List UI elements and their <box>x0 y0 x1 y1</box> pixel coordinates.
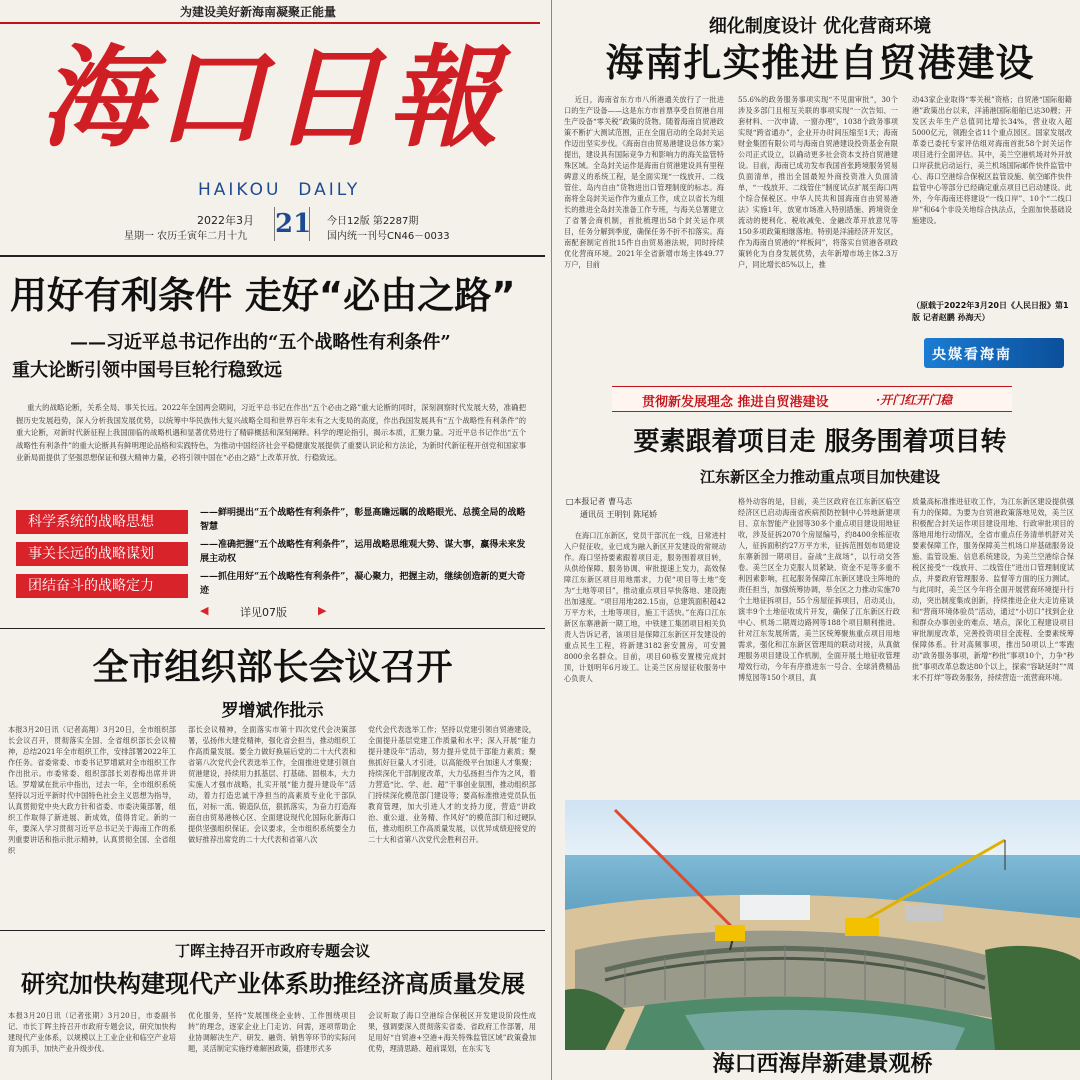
project-subhead: 江东新区全力推动重点项目加快建设 <box>699 468 940 486</box>
top-right-kicker: 细化制度设计 优化营商环境 <box>708 16 932 37</box>
photo-caption: 海口西海岸新建景观桥 <box>565 1050 1080 1080</box>
masthead <box>0 0 545 250</box>
govt-story <box>0 934 545 1080</box>
edition-line-1: 今日12版 第2287期 <box>327 216 419 227</box>
masthead-logo-en: HAIKOU DAILY <box>198 180 361 200</box>
bullet-tag-1: 科学系统的战略思想 <box>16 510 188 534</box>
org-col-3: 党代会代表选举工作；坚持以党建引领自贸港建设，全面提升基层党建工作质量和水平；深入开展“能力提升建设年”活动，努力提升党员干部能力素质；聚焦抓好巨量人才引进，以高能级平台加速人才集聚；持续深化干部制度改革，大力弘扬担当作为之风，着力营造“比、学、赶、超”干事创业氛围，推动组织部门持续深化模范部门建设等；要高标准推进党员队伍教育管理，加大引进人才的支持力度，营造“讲政治、重公道、业务精、作风好”的模范部门和过硬队伍，推动组织工作高质量发展，以优异成绩迎接党的二十大和省第八次党代会胜利召开。 <box>368 725 536 844</box>
org-col-1: 本报3月20日讯（记者高翔）3月20日，全市组织部长会议召开，贯彻落实全国、全省组织部长会议精神，总结2021年全市组织工作，安排部署2022年工作任务。省委常委、市委书记罗增斌对全市组织工作作出批示。市委常委、组织部部长刘春梅出席并讲话。罗增斌在批示中指出，过去一年，全市组织系统坚持以习近平新时代中国特色社会主义思想为指导，认真贯彻党中央大政方针和省委、市委决策部署，组织工作取得了新进展、新成效，值得肯定。新的一年，要深入学习贯彻习近平总书记关于海南工作的系列重要讲话和指示批示精神，认真贯彻全国、全省组织 <box>8 725 176 855</box>
org-divider <box>0 930 545 931</box>
banner-main: 贯彻新发展理念 推进自贸港建设 <box>642 395 829 410</box>
top-right-headline: 海南扎实推进自贸港建设 <box>605 41 1035 85</box>
lead-story <box>0 262 545 622</box>
top-right-story <box>560 0 1080 380</box>
org-col-2: 部长会议精神，全面落实市第十四次党代会决策部署，弘扬伟大建党精神，强化省会担当，推动组织工作高质量发展。要全力做好换届后党的二十大代表和省第八次党代会代表选举工作，全面推进党建引领自贸港建设，持续用力抓基层、打基础、固根本，大力实施人才强市战略，扎实开展“能力提升建设年”活动，着力打造忠诚干净担当的高素质专业化干部队伍，对标一流、锻造队伍，狠抓落实，为奋力打造海南自由贸易港核心区、全面建设现代化国际化新海口提供坚强组织保证。会议要求，全市组织系统要全力做好推荐出席党的二十大代表和省第八次 <box>188 725 356 844</box>
project-col-1: 在海口江东新区，党员干部沉在一线，日常进村入户促征收，业已成为融入新区开发建设的常规动作。海口坚持要素跟着项目走，服务围着项目转，从供给保障、服务协调、审批提速上发力，高效保障江东新区项目用地需求，力促“项目等土地”变为“土地等项目”，推动重点项目早快落地、建设跑出加速度。“项目用地282.15亩，总建筑面积超42万平方米，土地等项目，施工干活快。”在海口江东新区东寨港新一期工地，中铁建工集团项目相关负责人告诉记者，该项目是保障江东新区开发建设的重点民生工程，将新建3182套安置房，可安置8000余名群众。目前，项目60栋安置楼完成封顶，计划明年6月竣工。让美兰区房屋征收服务中心负责人 <box>564 531 726 683</box>
govt-col-3: 会议听取了海口空港综合保税区开发建设阶段性成果，强调要深入贯彻落实省委、省政府工作部署，用足用好“自贸港+空港+海关特殊监管区域”政策叠加优势，理清思路、超前谋划，在东实飞 <box>368 1011 536 1053</box>
project-byline-2: 通讯员 王明钊 陈尾娇 <box>580 510 658 519</box>
govt-col-2: 优化服务，坚持“发展围绕企业转、工作围绕项目转”的理念，逐家企业上门走访、问需，逐项帮助企业协调解决生产、研发、融资、销售等环节的实际问题，灵活制定实施纾难解困政策，搭建形式多 <box>188 1011 356 1053</box>
lead-intro: 重大的战略论断，关系全局、事关长远。2022年全国两会期间，习近平总书记在作出“五个必由之路”重大论断的同时，深刻洞察时代发展大势，准确把握历史发展趋势，深入分析我国发展优势，以统筹中华民族伟大复兴战略全局和世界百年未有之大变局的高度，作出我国发展具有“五个战略性有利条件”的重大论断，对新时代新征程上我国面临的战略机遇和显著优势进行了精辟概括和深刻阐释。科学的理论指引，揭示本质，汇聚力量。习近平总书记作出“五个战略性有利条件”的重大论断具有鲜明理论品格和实践特色，为推动中国经济社会平稳健康发展提供了重要认识论和方法论，为新时代新征程开创党和国家事业新局面提供了坚强思想保证和强大精神力量，必将引领中国在“必由之路”上改革开放、行稳致远。 <box>16 403 526 462</box>
masthead-logo: 海口日報 <box>40 33 504 162</box>
project-headline: 要素跟着项目走 服务围着项目转 <box>633 427 1007 457</box>
project-col-2: 格外动容的是，目前，美兰区政府在江东新区临空经济区已启动海南省疾病预防控制中心异地新建项目、京东智能产业园等30多个重点项目建设用地征收，涉及征拆2070个房屋编号，约8400余栋征收人，征拆面积约27万平方米，征拆范围划布局建设东寨新园一期项目。奋战“主战场”，以行动交答卷。美兰区全力克服人员紧缺、资金不足等多重不利因素影响，扛起服务保障江东新区建设主阵地的责任担当，加强统筹协调，举全区之力推动实施70个土地征拆项目，55个房屋征拆项目，启动灵山，演丰9个土地征收成片开发，确保了江东新区行政中心、机场二期周边路网等188个项目顺利推进。针对江东发展所需，美兰区统筹聚焦重点项目用地需求，强化和江东新区管理局的联动对接，从真做理服务项目建设工作机制，全面开展土地征收管理增效行动，今年有序推进东一号合、全球消费精品博览园等150个项目，真 <box>738 497 900 682</box>
lead-divider <box>0 628 545 629</box>
column-divider-top <box>551 0 552 380</box>
date-block <box>124 209 534 242</box>
masthead-divider <box>0 255 545 257</box>
lead-subline-2: 重大论断引领中国号巨轮行稳致远 <box>12 360 282 381</box>
org-headline: 全市组织部长会议召开 <box>92 647 453 688</box>
day-number: 21 <box>275 209 312 239</box>
bullet-tag-2: 事关长远的战略谋划 <box>16 542 188 566</box>
project-byline-1: □本报记者 曹马志 <box>566 497 633 506</box>
slogan-text: 为建设美好新海南凝聚正能量 <box>180 5 337 19</box>
lead-subline-1: ——习近平总书记作出的“五个战略性有利条件” <box>70 332 451 353</box>
bullet-text-2: ——准确把握“五个战略性有利条件”，运用战略思维观大势、谋大事，赢得未来发展主动权 <box>200 540 526 564</box>
bullet-tag-3: 团结奋斗的战略定力 <box>16 574 188 598</box>
bullet-text-1: ——鲜明提出“五个战略性有利条件”，彰显高瞻远瞩的战略眼光、总揽全局的战略智慧 <box>200 508 526 532</box>
masthead-slogan-bar <box>0 0 540 24</box>
org-subhead: 罗增斌作批示 <box>221 701 324 721</box>
bullet-text-3: ——抓住用好“五个战略性有利条件”，凝心聚力，把握主动，继续创造新的更大奇迹 <box>200 572 526 596</box>
bridge-photo-image <box>565 800 1080 1050</box>
column-divider-main <box>551 380 552 1080</box>
project-col-3: 质量高标准推进征收工作，为江东新区建设提供强有力的保障。为要为自贸港政策落地见效，美兰区积极配合封关运作项目建设用地、行政审批项目的落地用地行动情况，全省市重点任务清单机舒对关要素保障工作，服务保障美兰机场口岸基础服务设施、监管设施、信息系统建设，为美兰空港综合保税区接受“一线放开、二线管住”进出口管理制度试点，并要政府管理服务、监督等方面的压力测试。与此同时，美兰区今年将全面开展营商环境提升行动，突出制度集成创新，持续推进企业大走访座谈和“营商环境体验员”活动，通过“小切口”找到企业和群众办事创业的难点、堵点，深化工程建设项目审批制度改革，完善投资项目全流程、全要素统筹保障体系。针对高频事项，推出50项以上“零跑动”政务服务事项，新增“秒批”事项10个，力争“秒批”事项改革总数达80个以上，探索“容缺延时”“周末不打烊”等政务服务，持续营造一流营商环境。 <box>912 497 1074 682</box>
top-right-source: （原载于2022年3月20日《人民日报》第1版 记者赵鹏 孙海天） <box>912 301 1069 322</box>
top-right-col-2: 55.6%的政务服务事项实现“不见面审批”，30个涉及多部门且相互关联的事项实现“一次告知、一套材料、一次申请、一窗办理”，1038个政务事项实现“跨省通办”，企业开办时间压缩至1天；海南财金集团有限公司与海南自贸港建设投资基金有限公司正式设立，以确动更多社会资本支持自贸港建设。目前，海南已成功发布我国首张跨境服务贸易负面清单，推出全国最短外商投资准入负面清单，“一线放开、二线管住”制度试点扩展至海口两个综合保税区。中华人民共和国海南自由贸易港法》实施1年，放宽市场准入特别措施、跨境资金流动的便利化、税收减免、金融改革开放意见等150多项政策相继落地。特别是洋浦经济开发区，作为海南自贸港的“样板间”，将落实自贸港各项政策转化为自身发展优势，去年新增市场主体2.3万户，同比增长85%以上，推 <box>738 95 898 269</box>
project-story <box>560 380 1080 800</box>
lead-headline: 用好有利条件 走好“必由之路” <box>10 274 516 317</box>
top-right-col-3: 动43家企业取得“零关税”资格；自贸港“国际船籍港”政策出台以来，洋浦港国际船舶已达30艘；开发区去年生产总值同比增长34%，营业收入超5000亿元，领跑全省11个重点园区。国家发展改革委已委托专家评估组对海南首批58个封关运作项目进行全面评估。其中，美兰空港机场对外开放口岸获批启动运行，美兰机场国际邮件快件监管中心、海口空港综合保税区监管设施、航空邮件快件监管中心等部分已经确定重点项目已启动建设。此外，今年海南还将建设“一线口岸”、10个“二线口岸”和64个非设关地综合执法点，全面加快基础设施建设。 <box>912 95 1072 225</box>
see-more-arrow-right: ▶ <box>318 604 327 617</box>
org-story <box>0 632 545 932</box>
top-right-col-1: 近日，海南省东方市八所港通关放行了一批进口的生产设备——这是东方市首票享受自贸港自用生产设备“零关税”政策的货物。随着海南自贸港政策不断扩大测试范围，正在全面启动的全岛封关运作迈出坚实步伐。《海南自由贸易港建设总体方案》提出，建设具有国际竞争力和影响力的海关监管特殊区域。全岛封关运作是海南自贸港建设具有里程碑意义的系统工程，是全面实现“一线放开、二线管住、岛内自由”货物进出口管理制度的标志。海南将全岛封关运作作为重点工作，成立以省长为组长的推进全岛封关准备工作专班，与海关总署建立了省署会商机制，首批梳理出58个封关运作项目，任务分解到季度，确保任务不折不扣落实。海南配套制定首批15件自由贸易港法规，同时持续优化营商环境。2021年全省新增市场主体49.77万户，目前 <box>564 95 724 269</box>
date-line-2: 星期一 农历壬寅年二月十九 <box>124 231 248 242</box>
see-more-text: 详见07版 <box>240 606 287 619</box>
govt-kicker: 丁晖主持召开市政府专题会议 <box>174 942 370 960</box>
badge-logo-text: 央媒看海南 <box>932 347 1012 363</box>
govt-col-1: 本报3月20日讯（记者张期）3月20日，市委副书记、市长丁晖主持召开市政府专题会议，研究加快构建现代产业体系，以规模以上工业企业和临空产业培育为抓手，加快产业升级步伐。 <box>8 1011 176 1053</box>
banner-tail: ·开门红开门稳 <box>876 393 953 407</box>
see-more-bar <box>200 604 330 620</box>
project-banner <box>612 386 1012 412</box>
bridge-photo <box>565 800 1080 1050</box>
govt-headline: 研究加快构建现代产业体系助推经济高质量发展 <box>21 970 525 998</box>
see-more-arrow-left: ◀ <box>200 604 209 617</box>
date-line-1: 2022年3月 <box>197 214 254 227</box>
cctv-badge <box>924 338 1064 368</box>
edition-line-2: 国内统一刊号CN46－0033 <box>327 231 450 242</box>
